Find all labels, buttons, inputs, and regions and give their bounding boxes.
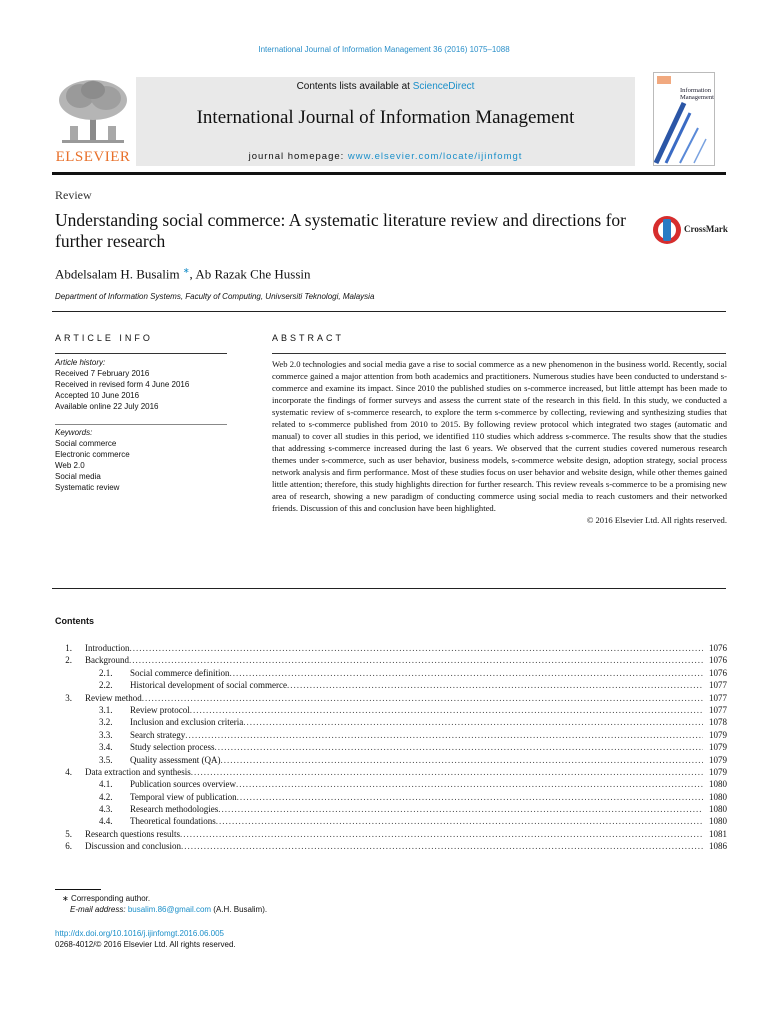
crossmark-badge[interactable] xyxy=(652,215,732,245)
elsevier-wordmark: ELSEVIER xyxy=(55,149,131,165)
toc-entry-number: 6. xyxy=(65,841,72,852)
toc-entry-number: 3.2. xyxy=(99,717,113,728)
toc-entry-page: 1081 xyxy=(709,828,727,839)
toc-leader-dots xyxy=(130,642,704,654)
toc-entry[interactable] xyxy=(55,692,727,704)
toc-entry-page: 1086 xyxy=(709,841,727,852)
article-title: Understanding social commerce: A systematic literature review and directions for further research xyxy=(55,210,626,251)
keyword-item: Social media xyxy=(55,472,101,481)
toc-entry-label: Study selection process xyxy=(130,742,215,753)
toc-leader-dots xyxy=(191,766,703,778)
abstract-copyright: © 2016 Elsevier Ltd. All rights reserved. xyxy=(586,515,727,525)
toc-entry-label: Social commerce definition xyxy=(130,667,230,678)
keyword-item: Systematic review xyxy=(55,483,120,492)
toc-entry[interactable] xyxy=(55,716,727,728)
cover-title xyxy=(680,87,714,101)
toc-entry-page: 1079 xyxy=(709,742,727,753)
toc-leader-dots xyxy=(216,815,703,827)
history-item: Accepted 10 June 2016 xyxy=(55,391,140,400)
toc-leader-dots xyxy=(218,803,703,815)
article-history xyxy=(55,357,227,412)
doi-block xyxy=(55,928,236,950)
toc-leader-dots xyxy=(287,679,703,691)
contents-availability xyxy=(136,81,635,92)
article-info-heading: ARTICLE INFO xyxy=(55,333,153,343)
toc-entry-label: Review method xyxy=(85,692,142,703)
toc-leader-dots xyxy=(237,791,703,803)
doi-link[interactable]: http://dx.doi.org/10.1016/j.ijinfomgt.2016.06.005 xyxy=(55,929,225,938)
journal-title: International Journal of Information Management xyxy=(196,107,575,128)
toc-entry-number: 3.5. xyxy=(99,754,113,765)
history-label: Article history: xyxy=(55,358,106,367)
toc-entry-number: 3.4. xyxy=(99,742,113,753)
keywords xyxy=(55,427,227,493)
toc-entry-page: 1079 xyxy=(709,754,727,765)
toc-entry-page: 1076 xyxy=(709,667,727,678)
journal-homepage xyxy=(136,151,635,162)
divider xyxy=(52,588,726,589)
affiliation: Department of Information Systems, Faculty of Computing, Univsersiti Teknologi, Malaysia xyxy=(55,292,375,301)
section-label: Review xyxy=(55,188,92,202)
author-1: Abdelsalam H. Busalim xyxy=(55,266,180,282)
toc-entry[interactable] xyxy=(55,741,727,753)
toc-entry[interactable] xyxy=(55,679,727,691)
crossmark-icon xyxy=(652,215,682,245)
toc-leader-dots xyxy=(236,778,703,790)
toc-entry-number: 2. xyxy=(65,655,72,666)
toc-entry[interactable] xyxy=(55,654,727,666)
toc-leader-dots xyxy=(181,840,703,852)
email-suffix: (A.H. Busalim). xyxy=(211,905,268,914)
toc-entry-number: 4.4. xyxy=(99,816,113,827)
journal-citation[interactable]: International Journal of Information Management 36 (2016) 1075–1088 xyxy=(258,45,510,54)
toc-entry-number: 1. xyxy=(65,643,72,653)
toc-entry[interactable] xyxy=(55,791,727,803)
toc-entry-number: 2.2. xyxy=(99,680,113,691)
toc-entry-number: 5. xyxy=(65,828,72,839)
journal-banner xyxy=(136,77,635,166)
toc-entry-page: 1080 xyxy=(709,816,727,827)
toc-entry-page: 1080 xyxy=(709,779,727,790)
toc-entry-number: 2.1. xyxy=(99,667,113,678)
toc-entry-page: 1080 xyxy=(709,791,727,802)
keyword-item: Social commerce xyxy=(55,439,117,448)
toc-entry[interactable] xyxy=(55,754,727,766)
toc-entry-label: Inclusion and exclusion criteria xyxy=(130,717,244,728)
issn-line: 0268-4012/© 2016 Elsevier Ltd. All rights reserved. xyxy=(55,940,236,949)
toc-entry-number: 4.2. xyxy=(99,791,113,802)
toc-entry[interactable] xyxy=(55,778,727,790)
elsevier-logo xyxy=(52,76,134,166)
toc-entry-label: Quality assessment (QA) xyxy=(130,754,221,765)
abstract-heading: ABSTRACT xyxy=(272,333,345,343)
toc-entry-number: 4.3. xyxy=(99,804,113,815)
toc-entry-page: 1078 xyxy=(709,717,727,728)
cover-title-line2: Management xyxy=(680,94,714,101)
toc-leader-dots xyxy=(142,692,703,704)
toc-leader-dots xyxy=(190,704,703,716)
homepage-link[interactable]: www.elsevier.com/locate/ijinfomgt xyxy=(347,151,523,162)
abstract-body xyxy=(272,358,727,526)
toc-entry[interactable] xyxy=(55,642,727,654)
history-item: Received 7 February 2016 xyxy=(55,369,150,378)
toc-entry-page: 1080 xyxy=(709,804,727,815)
corresponding-note xyxy=(62,893,462,904)
toc-entry-label: Discussion and conclusion xyxy=(85,841,181,852)
toc-entry-label: Theoretical foundations xyxy=(130,816,216,827)
abstract-text: Web 2.0 technologies and social media gave a rise to social commerce as a new phenomenon in the business world. Recently, social commerce gained a major attention from both academics and practitioners. Numerous studies have been conducted to understand s-commerce and examine its impact. Since 2010 the published studies on s-commerce increased, but little attempt has been made to incorporate the findings of former surveys and assess the current state of the research in this field. In this study, we conducted a systematic review of s-commerce research, to explore the term s-commerce by collecting, reviewing and synthesizing studies that related to s-commerce published from 2010 to 2015. By following review protocol which integrated two stages (automatic and manual) to cover all studies in this period, we identified 110 studies which address s-commerce. The results show that the studies that addressing s-commerce increased during the last 6 years. We observed that the current studies covered numerous research themes under s-commerce, such as user behavior, business models, s-commerce website design, adoption strategy, social process network analysis and firm performance. Most of these studies focus on user behavior and website design, while other themes gained little attention; therefore, this study highlights direction for further research. This review reveals s-commerce to be a promising new area of research, showing a new paradigm of conducting commerce using social media to reach customers and their networked friends. Discussion of this and conclusion have been highlighted. xyxy=(272,359,727,513)
contents-heading: Contents xyxy=(55,616,94,626)
toc-entry-label: Research questions results xyxy=(85,828,180,839)
contents-prefix: Contents lists available at xyxy=(296,81,413,92)
email-link[interactable]: busalim.86@gmail.com xyxy=(127,905,212,914)
author-list xyxy=(55,266,311,282)
toc-entry-page: 1077 xyxy=(709,692,727,703)
toc-leader-dots xyxy=(215,741,704,753)
corresponding-label: Corresponding author. xyxy=(70,894,151,903)
toc-entry[interactable] xyxy=(55,766,727,778)
divider xyxy=(52,311,726,312)
footnote-rule xyxy=(55,889,101,890)
toc-entry-label: Data extraction and synthesis xyxy=(85,766,191,777)
toc-entry[interactable] xyxy=(55,667,727,679)
history-item: Available online 22 July 2016 xyxy=(55,402,159,411)
toc-entry[interactable] xyxy=(55,815,727,827)
toc-entry-number: 3.3. xyxy=(99,729,113,740)
footnote-star: ∗ xyxy=(62,894,69,903)
toc-entry-label: Publication sources overview xyxy=(130,779,236,790)
toc-leader-dots xyxy=(229,667,703,679)
toc-entry-page: 1079 xyxy=(709,766,727,777)
email-line xyxy=(62,904,462,915)
abstract-rule xyxy=(272,353,726,354)
toc-entry-page: 1077 xyxy=(709,680,727,691)
table-of-contents xyxy=(55,642,727,853)
keyword-item: Web 2.0 xyxy=(55,461,85,470)
keywords-label: Keywords: xyxy=(55,428,93,437)
toc-entry-label: Introduction xyxy=(85,643,130,653)
toc-leader-dots xyxy=(220,754,703,766)
toc-entry-number: 4. xyxy=(65,766,72,777)
toc-entry-page: 1077 xyxy=(709,704,727,715)
toc-leader-dots xyxy=(180,828,703,840)
elsevier-tree-icon xyxy=(52,76,134,146)
toc-leader-dots xyxy=(243,716,703,728)
toc-entry-label: Background xyxy=(85,655,129,666)
sciencedirect-link[interactable]: ScienceDirect xyxy=(412,81,475,92)
toc-entry[interactable] xyxy=(55,704,727,716)
toc-entry-label: Review protocol xyxy=(130,704,190,715)
footnote xyxy=(62,893,462,915)
toc-entry[interactable] xyxy=(55,828,727,840)
toc-entry-label: Search strategy xyxy=(130,729,186,740)
homepage-prefix: journal homepage: xyxy=(248,151,348,162)
corresponding-author-marker[interactable]: ∗ xyxy=(182,266,190,275)
toc-entry-label: Research methodologies xyxy=(130,804,219,815)
header-rule xyxy=(52,172,726,175)
toc-entry[interactable] xyxy=(55,729,727,741)
toc-leader-dots xyxy=(185,729,703,741)
toc-entry-page: 1079 xyxy=(709,729,727,740)
toc-entry-number: 3. xyxy=(65,692,72,703)
author-2: , Ab Razak Che Hussin xyxy=(189,266,311,282)
history-item: Received in revised form 4 June 2016 xyxy=(55,380,190,389)
toc-entry-label: Historical development of social commerce xyxy=(130,680,287,691)
toc-entry-page: 1076 xyxy=(709,643,727,653)
keywords-rule xyxy=(55,424,227,425)
toc-entry[interactable] xyxy=(55,840,727,852)
toc-leader-dots xyxy=(129,654,703,666)
toc-entry-number: 4.1. xyxy=(99,779,113,790)
toc-entry-label: Temporal view of publication xyxy=(130,791,237,802)
article-info-rule xyxy=(55,353,227,354)
toc-entry-number: 3.1. xyxy=(99,704,113,715)
journal-cover-thumbnail xyxy=(653,72,715,166)
toc-entry-page: 1076 xyxy=(709,655,727,666)
cover-title-line1: Information xyxy=(680,87,712,94)
keyword-item: Electronic commerce xyxy=(55,450,130,459)
toc-entry[interactable] xyxy=(55,803,727,815)
crossmark-label: CrossMark xyxy=(684,224,728,234)
email-label: E-mail address: xyxy=(70,905,126,914)
